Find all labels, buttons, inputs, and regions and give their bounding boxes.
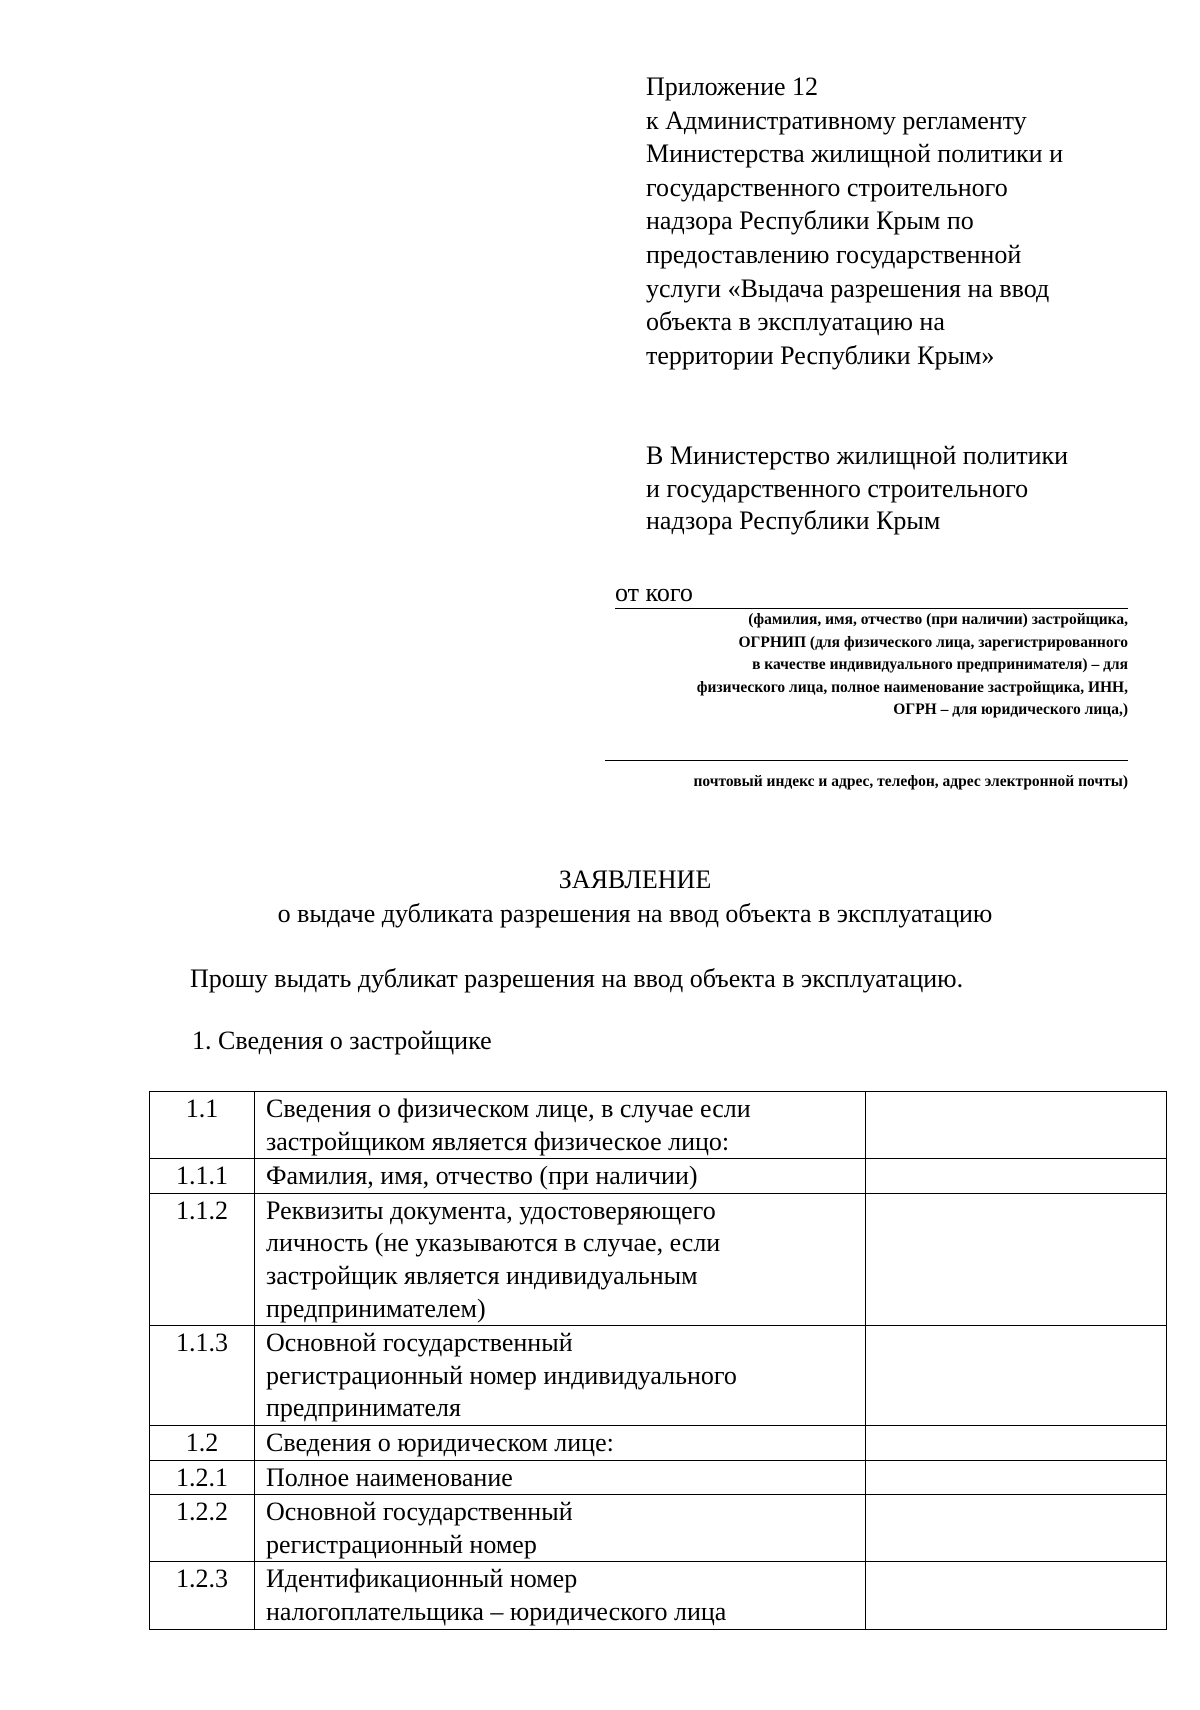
row-label-line: личность (не указываются в случае, если [266, 1228, 721, 1258]
row-label [255, 1193, 866, 1325]
row-number: 1.1.1 [150, 1159, 255, 1194]
sender-block [560, 578, 1128, 793]
row-number: 1.2.1 [150, 1460, 255, 1495]
row-label-line: Идентификационный номер [266, 1564, 578, 1594]
row-label [255, 1326, 866, 1426]
address-note-text: почтовый индекс и адрес, телефон, адрес электронной почты) [693, 772, 1128, 790]
row-number: 1.2.3 [150, 1562, 255, 1629]
table-row [150, 1460, 1167, 1495]
appendix-line: предоставлению государственной [646, 239, 1022, 269]
appendix-line: государственного строительного [646, 172, 1008, 202]
addressee-line: и государственного строительного [646, 473, 1029, 503]
row-label-line: регистрационный номер индивидуального [266, 1360, 737, 1390]
row-label-line: предпринимателем) [266, 1293, 486, 1323]
address-note [560, 771, 1128, 794]
row-label [255, 1425, 866, 1460]
sender-note-line: ОГРНИП (для физического лица, зарегистрированного [738, 633, 1128, 651]
sender-note [560, 609, 1128, 722]
row-label-line: Основной государственный [266, 1328, 573, 1358]
table-row [150, 1159, 1167, 1194]
sender-note-line: ОГРН – для юридического лица,) [893, 701, 1128, 718]
row-label [255, 1562, 866, 1629]
table-row [150, 1092, 1167, 1159]
from-label: от кого [615, 578, 693, 607]
appendix-line: услуги «Выдача разрешения на ввод [646, 273, 1050, 303]
appendix-line: территории Республики Крым» [646, 340, 995, 370]
table-row [150, 1495, 1167, 1562]
row-value-cell[interactable] [866, 1460, 1167, 1495]
row-value-cell[interactable] [866, 1425, 1167, 1460]
row-label-line: Сведения о физическом лице, в случае если [266, 1094, 751, 1123]
row-label-line: Полное наименование [266, 1462, 513, 1492]
row-label [255, 1159, 866, 1194]
sender-note-line: физического лица, полное наименование застройщика, ИНН, [696, 678, 1128, 696]
sender-address-field[interactable] [605, 760, 1128, 761]
document-title: ЗАЯВЛЕНИЕ [558, 865, 712, 894]
sender-note-line: в качестве индивидуального предпринимателя) – для [752, 656, 1128, 673]
sender-name-field[interactable] [615, 578, 1128, 609]
row-number: 1.2 [150, 1425, 255, 1460]
row-value-cell[interactable] [866, 1326, 1167, 1426]
row-value-cell[interactable] [866, 1159, 1167, 1194]
addressee-line: В Министерство жилищной политики [646, 441, 1069, 470]
table-row [150, 1193, 1167, 1325]
row-label-line: Фамилия, имя, отчество (при наличии) [266, 1161, 698, 1191]
row-label-line: регистрационный номер [266, 1529, 537, 1559]
appendix-line: к Административному регламенту [646, 105, 1027, 135]
sender-note-line: (фамилия, имя, отчество (при наличии) застройщика, [748, 611, 1128, 628]
row-label-line: Сведения о юридическом лице: [266, 1427, 614, 1457]
row-label [255, 1460, 866, 1495]
row-label [255, 1092, 866, 1159]
table-row [150, 1326, 1167, 1426]
row-number: 1.1.2 [150, 1193, 255, 1325]
row-label-line: налогоплательщика – юридического лица [266, 1596, 727, 1626]
row-value-cell[interactable] [866, 1495, 1167, 1562]
row-value-cell[interactable] [866, 1562, 1167, 1629]
row-value-cell[interactable] [866, 1092, 1167, 1159]
row-number: 1.2.2 [150, 1495, 255, 1562]
table-row [150, 1562, 1167, 1629]
row-value-cell[interactable] [866, 1193, 1167, 1325]
appendix-line: Приложение 12 [646, 72, 819, 101]
appendix-block [646, 70, 1166, 372]
section-heading: 1. Сведения о застройщике [192, 1026, 492, 1055]
row-label-line: застройщиком является физическое лицо: [266, 1126, 730, 1156]
addressee-block [646, 440, 1166, 538]
addressee-line: надзора Республики Крым [646, 506, 941, 535]
appendix-line: надзора Республики Крым по [646, 206, 974, 236]
table-row [150, 1425, 1167, 1460]
row-number: 1.1.3 [150, 1326, 255, 1426]
row-label-line: предпринимателя [266, 1393, 461, 1423]
appendix-line: Министерства жилищной политики и [646, 139, 1063, 169]
row-label-line: застройщик является индивидуальным [266, 1260, 698, 1290]
document-subtitle: о выдаче дубликата разрешения на ввод объекта в эксплуатацию [277, 899, 993, 928]
request-text: Прошу выдать дубликат разрешения на ввод объекта в эксплуатацию. [190, 964, 964, 993]
row-label-line: Основной государственный [266, 1497, 573, 1527]
row-number: 1.1 [150, 1092, 255, 1159]
row-label [255, 1495, 866, 1562]
appendix-line: объекта в эксплуатацию на [646, 307, 945, 337]
developer-info-table [149, 1091, 1167, 1630]
row-label-line: Реквизиты документа, удостоверяющего [266, 1195, 716, 1225]
